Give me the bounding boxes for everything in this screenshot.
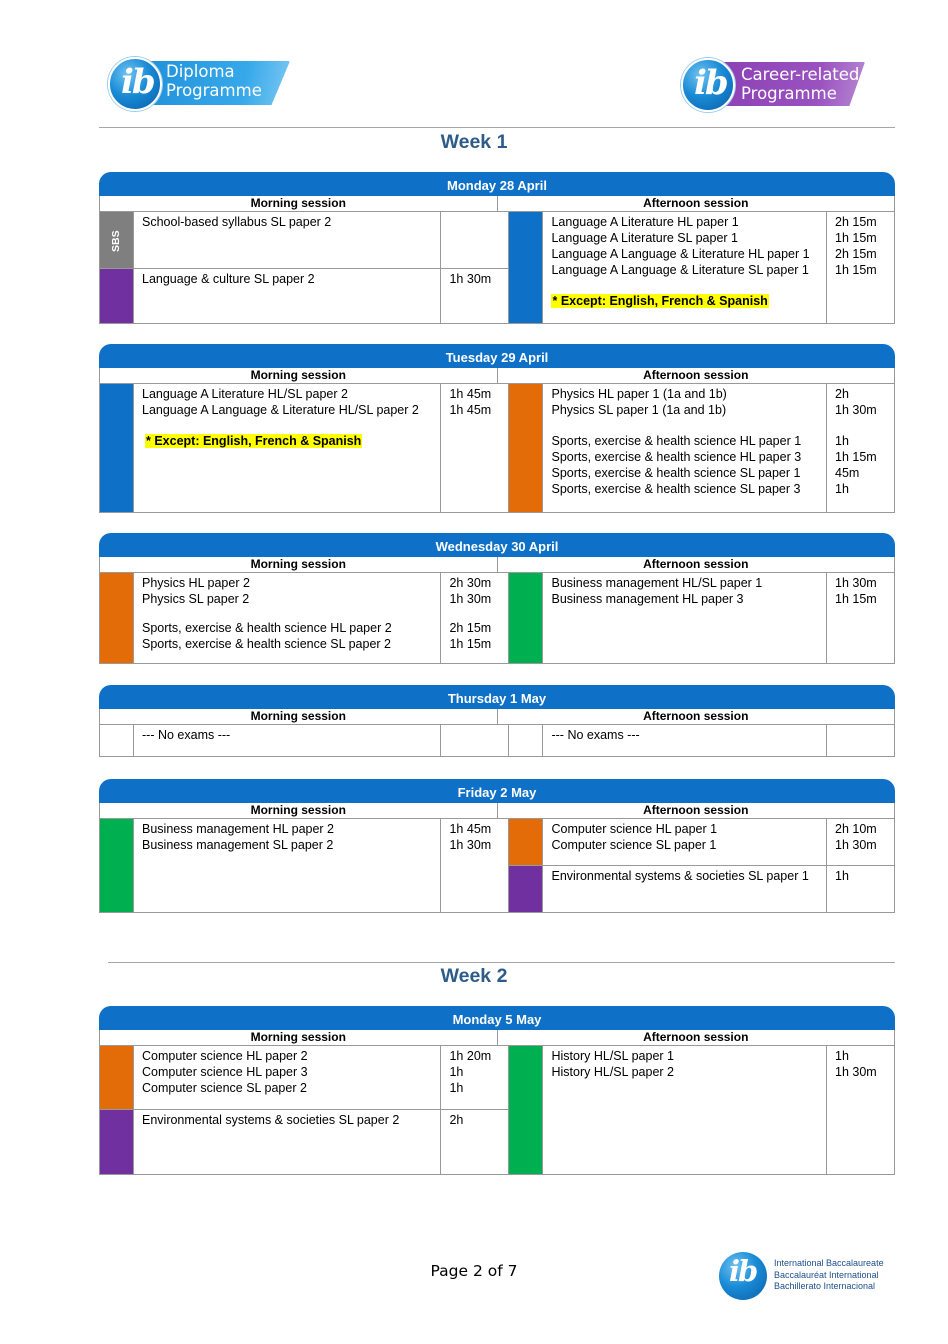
exam-subject: Language A Language & Literature HL paper 1 <box>551 247 810 261</box>
ib-organization-logo <box>719 1252 899 1304</box>
exam-duration: 1h <box>835 869 849 883</box>
empty-swatch <box>509 725 543 756</box>
exception-note: * Except: English, French & Spanish <box>146 434 362 448</box>
exam-duration: 1h <box>835 1049 849 1063</box>
exam-duration: 1h 15m <box>835 231 877 245</box>
exam-subject: History HL/SL paper 2 <box>551 1065 674 1079</box>
day-header: Friday 2 May <box>99 779 895 803</box>
group-color-swatch <box>100 384 134 512</box>
sbs-color-swatch <box>100 212 134 268</box>
group-color-swatch <box>100 819 134 912</box>
logo-cp-line2: Programme <box>741 84 837 103</box>
afternoon-session-label: Afternoon session <box>497 803 895 818</box>
afternoon-session-label: Afternoon session <box>497 1030 895 1045</box>
group-color-swatch <box>100 269 134 323</box>
group-color-swatch <box>100 573 134 663</box>
afternoon-session-label: Afternoon session <box>497 196 895 211</box>
exam-subject: Language A Literature HL/SL paper 2 <box>142 387 348 401</box>
ib-mark-icon: ib <box>681 58 735 112</box>
exam-duration: 1h 15m <box>449 637 492 651</box>
no-exams-text: --- No exams --- <box>142 728 231 742</box>
exam-duration: 1h 20m <box>449 1049 492 1063</box>
morning-column <box>100 819 508 912</box>
exam-subject: School-based syllabus SL paper 2 <box>142 215 332 229</box>
exam-block <box>100 268 508 323</box>
exam-duration: 1h 45m <box>449 387 492 401</box>
group-color-swatch <box>100 1110 134 1174</box>
morning-session-label: Morning session <box>250 709 346 723</box>
exam-block <box>509 573 894 663</box>
exam-subject: Sports, exercise & health science HL paper 3 <box>551 450 802 464</box>
exam-block <box>509 819 894 865</box>
afternoon-session-label: Afternoon session <box>497 709 895 724</box>
exception-note: * Except: English, French & Spanish <box>552 294 768 308</box>
morning-session-label: Morning session <box>250 368 346 382</box>
morning-session-label: Morning session <box>250 803 346 817</box>
afternoon-column <box>508 819 894 912</box>
exam-block <box>509 1046 894 1174</box>
exam-subject: Language A Language & Literature HL/SL paper 2 <box>142 403 419 417</box>
day-table-mon28 <box>99 172 895 324</box>
exam-subject: Business management HL paper 2 <box>142 822 335 836</box>
ib-mark-icon: ib <box>108 57 162 111</box>
exam-block <box>509 212 894 323</box>
exam-subject: Language A Literature HL paper 1 <box>551 215 739 229</box>
exam-block <box>100 212 508 268</box>
group-color-swatch <box>509 1046 543 1174</box>
afternoon-column <box>508 573 894 663</box>
group-color-swatch <box>509 384 543 512</box>
afternoon-session-label: Afternoon session <box>497 557 895 572</box>
exam-duration: 1h 30m <box>835 403 877 417</box>
exam-block <box>100 384 508 512</box>
exam-subject: Environmental systems & societies SL paper 1 <box>551 869 809 883</box>
day-header: Monday 28 April <box>99 172 895 196</box>
week-2-title: Week 2 <box>440 965 508 987</box>
group-color-swatch <box>509 819 543 865</box>
exam-subject: Sports, exercise & health science SL paper 2 <box>142 637 391 651</box>
org-name-en: International Baccalaureate <box>774 1258 884 1268</box>
exam-subject: Physics SL paper 1 (1a and 1b) <box>551 403 727 417</box>
group-color-swatch <box>100 1046 134 1109</box>
exam-subject: Language & culture SL paper 2 <box>142 272 315 286</box>
exam-subject: Business management HL paper 3 <box>551 592 744 606</box>
group-color-swatch <box>509 573 543 663</box>
diploma-programme-logo <box>108 57 293 113</box>
group-color-swatch <box>509 212 543 323</box>
morning-session-label: Morning session <box>250 1030 346 1044</box>
afternoon-column <box>508 725 894 756</box>
exam-duration: 45m <box>835 466 860 480</box>
header-divider <box>99 127 895 128</box>
exam-block <box>100 573 508 663</box>
exam-block <box>509 725 894 756</box>
exam-subject: Computer science SL paper 2 <box>142 1081 307 1095</box>
exam-subject: Physics HL paper 1 (1a and 1b) <box>551 387 727 401</box>
exam-duration: 1h 30m <box>449 592 492 606</box>
empty-swatch <box>100 725 134 756</box>
exam-subject: Sports, exercise & health science HL paper 2 <box>142 621 392 635</box>
exam-duration: 1h 30m <box>835 1065 877 1079</box>
exam-subject: Computer science HL paper 1 <box>551 822 718 836</box>
exam-block <box>509 865 894 912</box>
exam-block <box>100 819 508 912</box>
logo-dp-line1: Diploma <box>166 62 235 81</box>
exam-duration: 2h <box>449 1113 464 1127</box>
day-table-wed30 <box>99 533 895 664</box>
morning-column <box>100 384 508 512</box>
exam-duration: 1h 15m <box>835 592 877 606</box>
afternoon-session-label: Afternoon session <box>497 368 895 383</box>
exam-duration: 1h 15m <box>835 263 877 277</box>
exam-block <box>100 725 508 756</box>
exam-subject: History HL/SL paper 1 <box>551 1049 674 1063</box>
week-1-title: Week 1 <box>440 131 508 153</box>
exam-duration: 1h 45m <box>449 822 492 836</box>
exam-subject: Sports, exercise & health science HL paper 1 <box>551 434 802 448</box>
no-exams-text: --- No exams --- <box>551 728 640 742</box>
exam-duration: 1h <box>835 434 849 448</box>
ib-mark-icon: ib <box>719 1252 767 1300</box>
exam-subject: Physics SL paper 2 <box>142 592 250 606</box>
day-header: Wednesday 30 April <box>99 533 895 557</box>
exam-duration: 1h 30m <box>835 838 877 852</box>
morning-column <box>100 573 508 663</box>
logo-dp-line2: Programme <box>166 81 262 100</box>
exam-subject: Computer science SL paper 1 <box>551 838 717 852</box>
afternoon-column <box>508 1046 894 1174</box>
exam-duration: 1h 30m <box>835 576 877 590</box>
sbs-tag: SBS <box>110 230 122 252</box>
exam-duration: 1h 15m <box>835 450 877 464</box>
exam-duration: 1h 30m <box>449 272 492 286</box>
day-header: Tuesday 29 April <box>99 344 895 368</box>
exam-subject: Sports, exercise & health science SL paper 1 <box>551 466 801 480</box>
exam-subject: Physics HL paper 2 <box>142 576 250 590</box>
day-header: Monday 5 May <box>99 1006 895 1030</box>
afternoon-column <box>508 212 894 323</box>
day-table-tue29 <box>99 344 895 513</box>
exam-block <box>100 1046 508 1109</box>
exam-duration: 1h <box>449 1081 464 1095</box>
exam-subject: Business management HL/SL paper 1 <box>551 576 763 590</box>
exam-duration: 1h 45m <box>449 403 492 417</box>
exam-duration: 1h <box>449 1065 464 1079</box>
morning-column <box>100 1046 508 1174</box>
morning-column <box>100 725 508 756</box>
morning-session-label: Morning session <box>250 196 346 210</box>
exam-duration: 2h 15m <box>449 621 492 635</box>
exam-subject: Language A Literature SL paper 1 <box>551 231 738 245</box>
exam-subject: Computer science HL paper 2 <box>142 1049 308 1063</box>
exam-subject: Sports, exercise & health science SL paper 3 <box>551 482 801 496</box>
org-name-es: Bachillerato Internacional <box>774 1281 876 1291</box>
day-header: Thursday 1 May <box>99 685 895 709</box>
exam-block <box>509 384 894 512</box>
exam-block <box>100 1109 508 1174</box>
day-table-mon5 <box>99 1006 895 1175</box>
exam-subject: Environmental systems & societies SL paper 2 <box>142 1113 400 1127</box>
exam-duration: 1h 30m <box>449 838 492 852</box>
day-table-thu1 <box>99 685 895 757</box>
group-color-swatch <box>509 866 543 912</box>
morning-session-label: Morning session <box>250 557 346 571</box>
exam-subject: Computer science HL paper 3 <box>142 1065 308 1079</box>
exam-duration: 2h 10m <box>835 822 877 836</box>
exam-duration: 2h <box>835 387 849 401</box>
exam-duration: 2h 15m <box>835 215 877 229</box>
exam-duration: 1h <box>835 482 849 496</box>
day-table-fri2 <box>99 779 895 913</box>
exam-subject: Business management SL paper 2 <box>142 838 334 852</box>
exam-subject: Language A Language & Literature SL paper 1 <box>551 263 809 277</box>
logo-cp-line1: Career-related <box>741 65 860 84</box>
org-name-fr: Baccalauréat International <box>774 1269 879 1280</box>
career-related-programme-logo <box>681 58 867 114</box>
morning-column <box>100 212 508 323</box>
page-number: Page 2 of 7 <box>430 1262 518 1280</box>
afternoon-column <box>508 384 894 512</box>
exam-duration: 2h 30m <box>449 576 492 590</box>
week-divider <box>108 962 895 963</box>
exam-duration: 2h 15m <box>835 247 877 261</box>
